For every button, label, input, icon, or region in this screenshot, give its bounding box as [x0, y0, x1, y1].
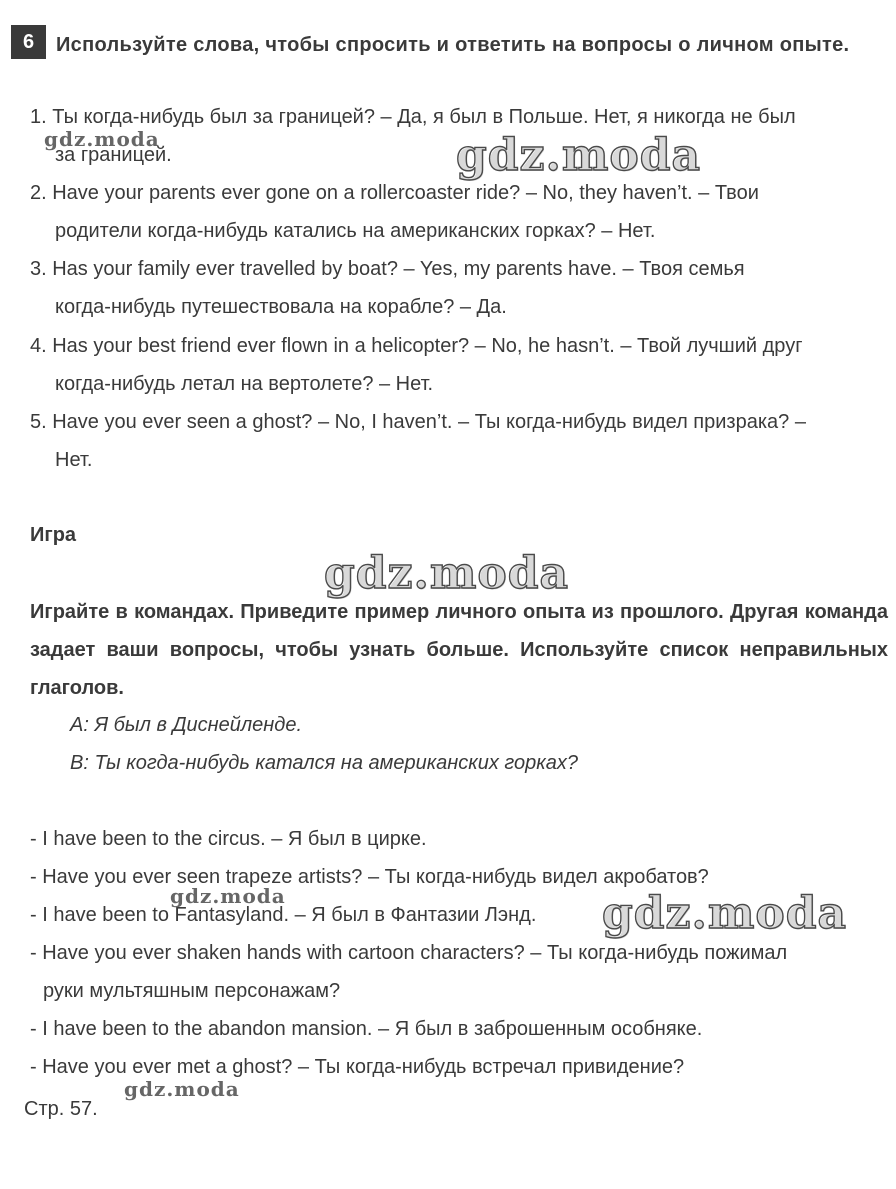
dialogue-line-3: - I have been to Fantasyland. – Я был в Фантазии Лэнд.	[30, 904, 537, 926]
dialogue-line-1: - I have been to the circus. – Я был в цирке.	[30, 828, 427, 850]
page-reference: Стр. 57.	[24, 1098, 98, 1120]
answer-item-5-line2: Нет.	[55, 449, 93, 471]
watermark-small-2: gdz.moda	[170, 884, 286, 908]
task-number-badge: 6	[11, 25, 46, 59]
game-example-b: В: Ты когда-нибудь катался на американских горках?	[70, 752, 578, 774]
answer-item-4-line1: 4. Has your best friend ever flown in a helicopter? – No, he hasn’t. – Твой лучший друг	[30, 335, 803, 357]
answer-item-2-line1: 2. Have your parents ever gone on a rollercoaster ride? – No, they haven’t. – Твои	[30, 182, 759, 204]
game-example-a: А: Я был в Диснейленде.	[70, 714, 303, 736]
dialogue-line-2: - Have you ever seen trapeze artists? – Ты когда-нибудь видел акробатов?	[30, 866, 709, 888]
dialogue-line-5: руки мультяшным персонажам?	[43, 980, 341, 1002]
watermark-big-3: gdz.moda	[602, 888, 848, 939]
answer-item-1-line2: за границей.	[55, 144, 172, 166]
answer-item-2-line2: родители когда-нибудь катались на американских горках? – Нет.	[55, 220, 656, 242]
task-heading: Используйте слова, чтобы спросить и ответить на вопросы о личном опыте.	[56, 34, 850, 56]
answer-item-1	[30, 98, 888, 174]
watermark-big-1: gdz.moda	[456, 130, 702, 181]
dialogue-line-6: - I have been to the abandon mansion. – Я был в заброшенным особняке.	[30, 1018, 703, 1040]
watermark-big-2: gdz.moda	[324, 548, 570, 599]
answer-item-2	[30, 174, 888, 250]
answer-item-4	[30, 327, 888, 403]
answer-item-5	[30, 403, 888, 479]
answer-item-3-line1: 3. Has your family ever travelled by boat? – Yes, my parents have. – Твоя семья	[30, 258, 745, 280]
game-title: Игра	[30, 524, 77, 546]
answer-item-4-line2: когда-нибудь летал на вертолете? – Нет.	[55, 373, 434, 395]
game-instructions: Играйте в командах. Приведите пример личного опыта из прошлого. Другая команда задает ваши вопросы, чтобы узнать больше. Используйте список неправильных глаголов.	[30, 601, 888, 699]
answer-item-3-line2: когда-нибудь путешествовала на корабле? – Да.	[55, 296, 507, 318]
dialogue-line-7: - Have you ever met a ghost? – Ты когда-нибудь встречал привидение?	[30, 1056, 685, 1078]
answer-item-1-line1: 1. Ты когда-нибудь был за границей? – Да, я был в Польше. Нет, я никогда не был	[30, 106, 796, 128]
answer-item-3	[30, 250, 888, 326]
watermark-small-1: gdz.moda	[44, 127, 160, 151]
dialogue-line-4: - Have you ever shaken hands with cartoon characters? – Ты когда-нибудь пожимал	[30, 942, 788, 964]
answer-item-5-line1: 5. Have you ever seen a ghost? – No, I haven’t. – Ты когда-нибудь видел призрака? –	[30, 411, 806, 433]
watermark-small-3: gdz.moda	[124, 1077, 240, 1101]
